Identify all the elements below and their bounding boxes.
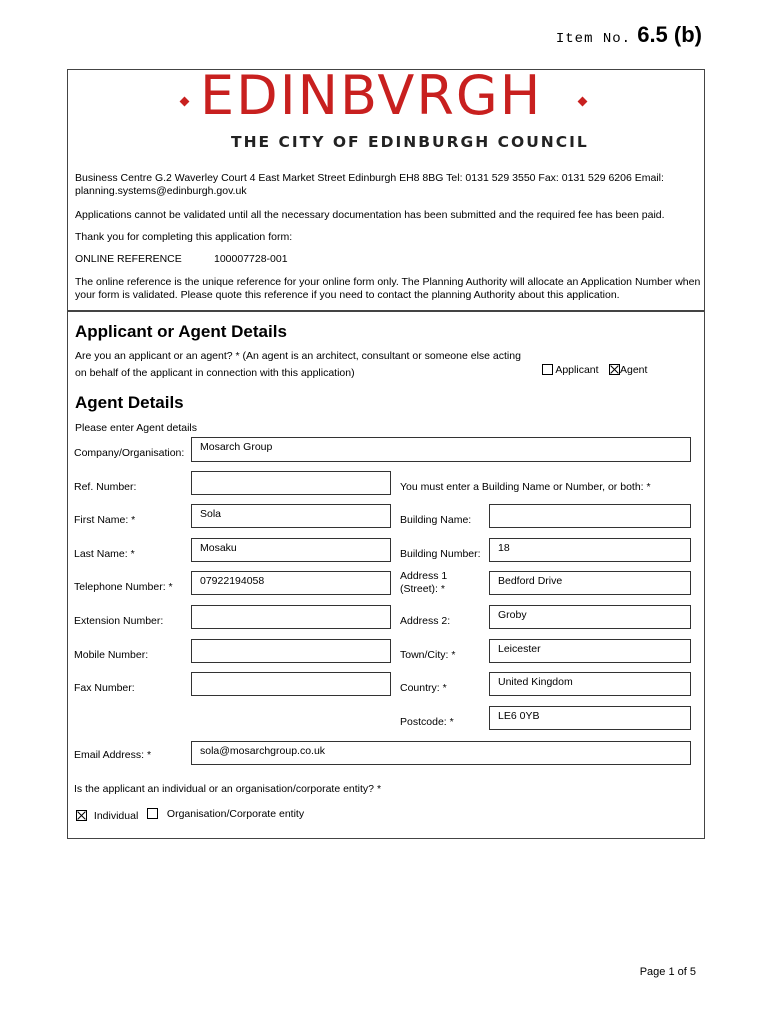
entity-question: Is the applicant an individual or an organisation/corporate entity? * bbox=[74, 783, 382, 795]
organisation-option-label: Organisation/Corporate entity bbox=[166, 808, 305, 820]
applicant-checkbox[interactable] bbox=[542, 364, 553, 375]
applicant-section-title: Applicant or Agent Details bbox=[75, 322, 287, 341]
building-name-input[interactable] bbox=[489, 504, 691, 528]
extension-input[interactable] bbox=[191, 605, 391, 629]
telephone-label: Telephone Number: * bbox=[74, 581, 173, 593]
telephone-input[interactable]: 07922194058 bbox=[191, 571, 391, 595]
agent-option-label: Agent bbox=[620, 364, 648, 376]
first-name-label: First Name: * bbox=[74, 514, 136, 526]
individual-option[interactable] bbox=[76, 810, 138, 823]
postcode-input[interactable]: LE6 0YB bbox=[489, 706, 691, 730]
last-name-input[interactable]: Mosaku bbox=[191, 538, 391, 562]
fax-label: Fax Number: bbox=[74, 682, 135, 694]
building-note: You must enter a Building Name or Number, or both: * bbox=[400, 481, 651, 493]
online-ref-note bbox=[75, 276, 700, 302]
first-name-input[interactable]: Sola bbox=[191, 504, 391, 528]
building-name-label: Building Name: bbox=[400, 514, 472, 526]
ref-note-line-2: your form is validated. Please quote this reference if you need to contact the planning Authority about this application. bbox=[75, 289, 620, 301]
last-name-label: Last Name: * bbox=[74, 548, 135, 560]
council-address bbox=[75, 172, 664, 198]
postcode-label: Postcode: * bbox=[400, 716, 454, 728]
organisation-option[interactable] bbox=[147, 808, 304, 821]
building-number-label: Building Number: bbox=[400, 548, 481, 560]
address2-input[interactable]: Groby bbox=[489, 605, 691, 629]
applicant-question-line-2: on behalf of the applicant in connection with this application) bbox=[75, 367, 355, 379]
applicant-question-line-1: Are you an applicant or an agent? * (An agent is an architect, consultant or someone else acting bbox=[75, 350, 521, 362]
online-ref-value: 100007728-001 bbox=[214, 253, 288, 265]
fax-input[interactable] bbox=[191, 672, 391, 696]
agent-section-title: Agent Details bbox=[75, 393, 184, 412]
thanks-text: Thank you for completing this application form: bbox=[75, 231, 293, 243]
extension-label: Extension Number: bbox=[74, 615, 164, 627]
country-label: Country: * bbox=[400, 682, 447, 694]
address2-label: Address 2: bbox=[400, 615, 451, 627]
logo-wordmark: EDINBVRGH bbox=[200, 64, 543, 127]
page-number: Page 1 of 5 bbox=[639, 966, 696, 978]
item-prefix: Item No. bbox=[555, 31, 632, 47]
logo-diamond-right-icon bbox=[578, 97, 588, 107]
agent-intro: Please enter Agent details bbox=[75, 422, 198, 434]
address1-input[interactable]: Bedford Drive bbox=[489, 571, 691, 595]
address1-label-line-1: Address 1 bbox=[400, 570, 448, 582]
item-value: 6.5 (b) bbox=[637, 22, 702, 47]
company-label: Company/Organisation: bbox=[74, 447, 185, 459]
individual-option-label: Individual bbox=[93, 810, 139, 822]
ref-number-label: Ref. Number: bbox=[74, 481, 137, 493]
building-number-input[interactable]: 18 bbox=[489, 538, 691, 562]
email-input[interactable]: sola@mosarchgroup.co.uk bbox=[191, 741, 691, 765]
agent-checkbox-checked[interactable] bbox=[609, 364, 620, 375]
header-box bbox=[67, 64, 705, 311]
logo-subtitle: THE CITY OF EDINBURGH COUNCIL bbox=[231, 133, 589, 151]
ref-note-line-1: The online reference is the unique reference for your online form only. The Planning Authority will allocate an Application Number when bbox=[75, 276, 701, 288]
company-input[interactable]: Mosarch Group bbox=[191, 437, 691, 462]
applicant-option[interactable] bbox=[542, 364, 599, 377]
address-line-1: Business Centre G.2 Waverley Court 4 East Market Street Edinburgh EH8 8BG Tel: 0131 529 3550 Fax: 0131 529 6206 Email: bbox=[75, 172, 664, 184]
validation-note: Applications cannot be validated until all the necessary documentation has been submitted and the required fee has been paid. bbox=[75, 209, 665, 221]
address1-label-line-2: (Street): * bbox=[400, 583, 445, 595]
address-line-2: planning.systems@edinburgh.gov.uk bbox=[75, 185, 247, 197]
ref-number-input[interactable] bbox=[191, 471, 391, 495]
mobile-label: Mobile Number: bbox=[74, 649, 149, 661]
address1-label bbox=[400, 570, 447, 596]
agent-option[interactable] bbox=[609, 364, 647, 377]
logo-diamond-left-icon bbox=[180, 97, 190, 107]
email-label: Email Address: * bbox=[74, 749, 152, 761]
country-input[interactable]: United Kingdom bbox=[489, 672, 691, 696]
item-number bbox=[556, 22, 702, 48]
individual-checkbox-checked[interactable] bbox=[76, 810, 87, 821]
applicant-option-label: Applicant bbox=[555, 364, 599, 376]
online-ref-label: ONLINE REFERENCE bbox=[75, 253, 182, 265]
organisation-checkbox[interactable] bbox=[147, 808, 158, 819]
town-label: Town/City: * bbox=[400, 649, 456, 661]
mobile-input[interactable] bbox=[191, 639, 391, 663]
town-input[interactable]: Leicester bbox=[489, 639, 691, 663]
